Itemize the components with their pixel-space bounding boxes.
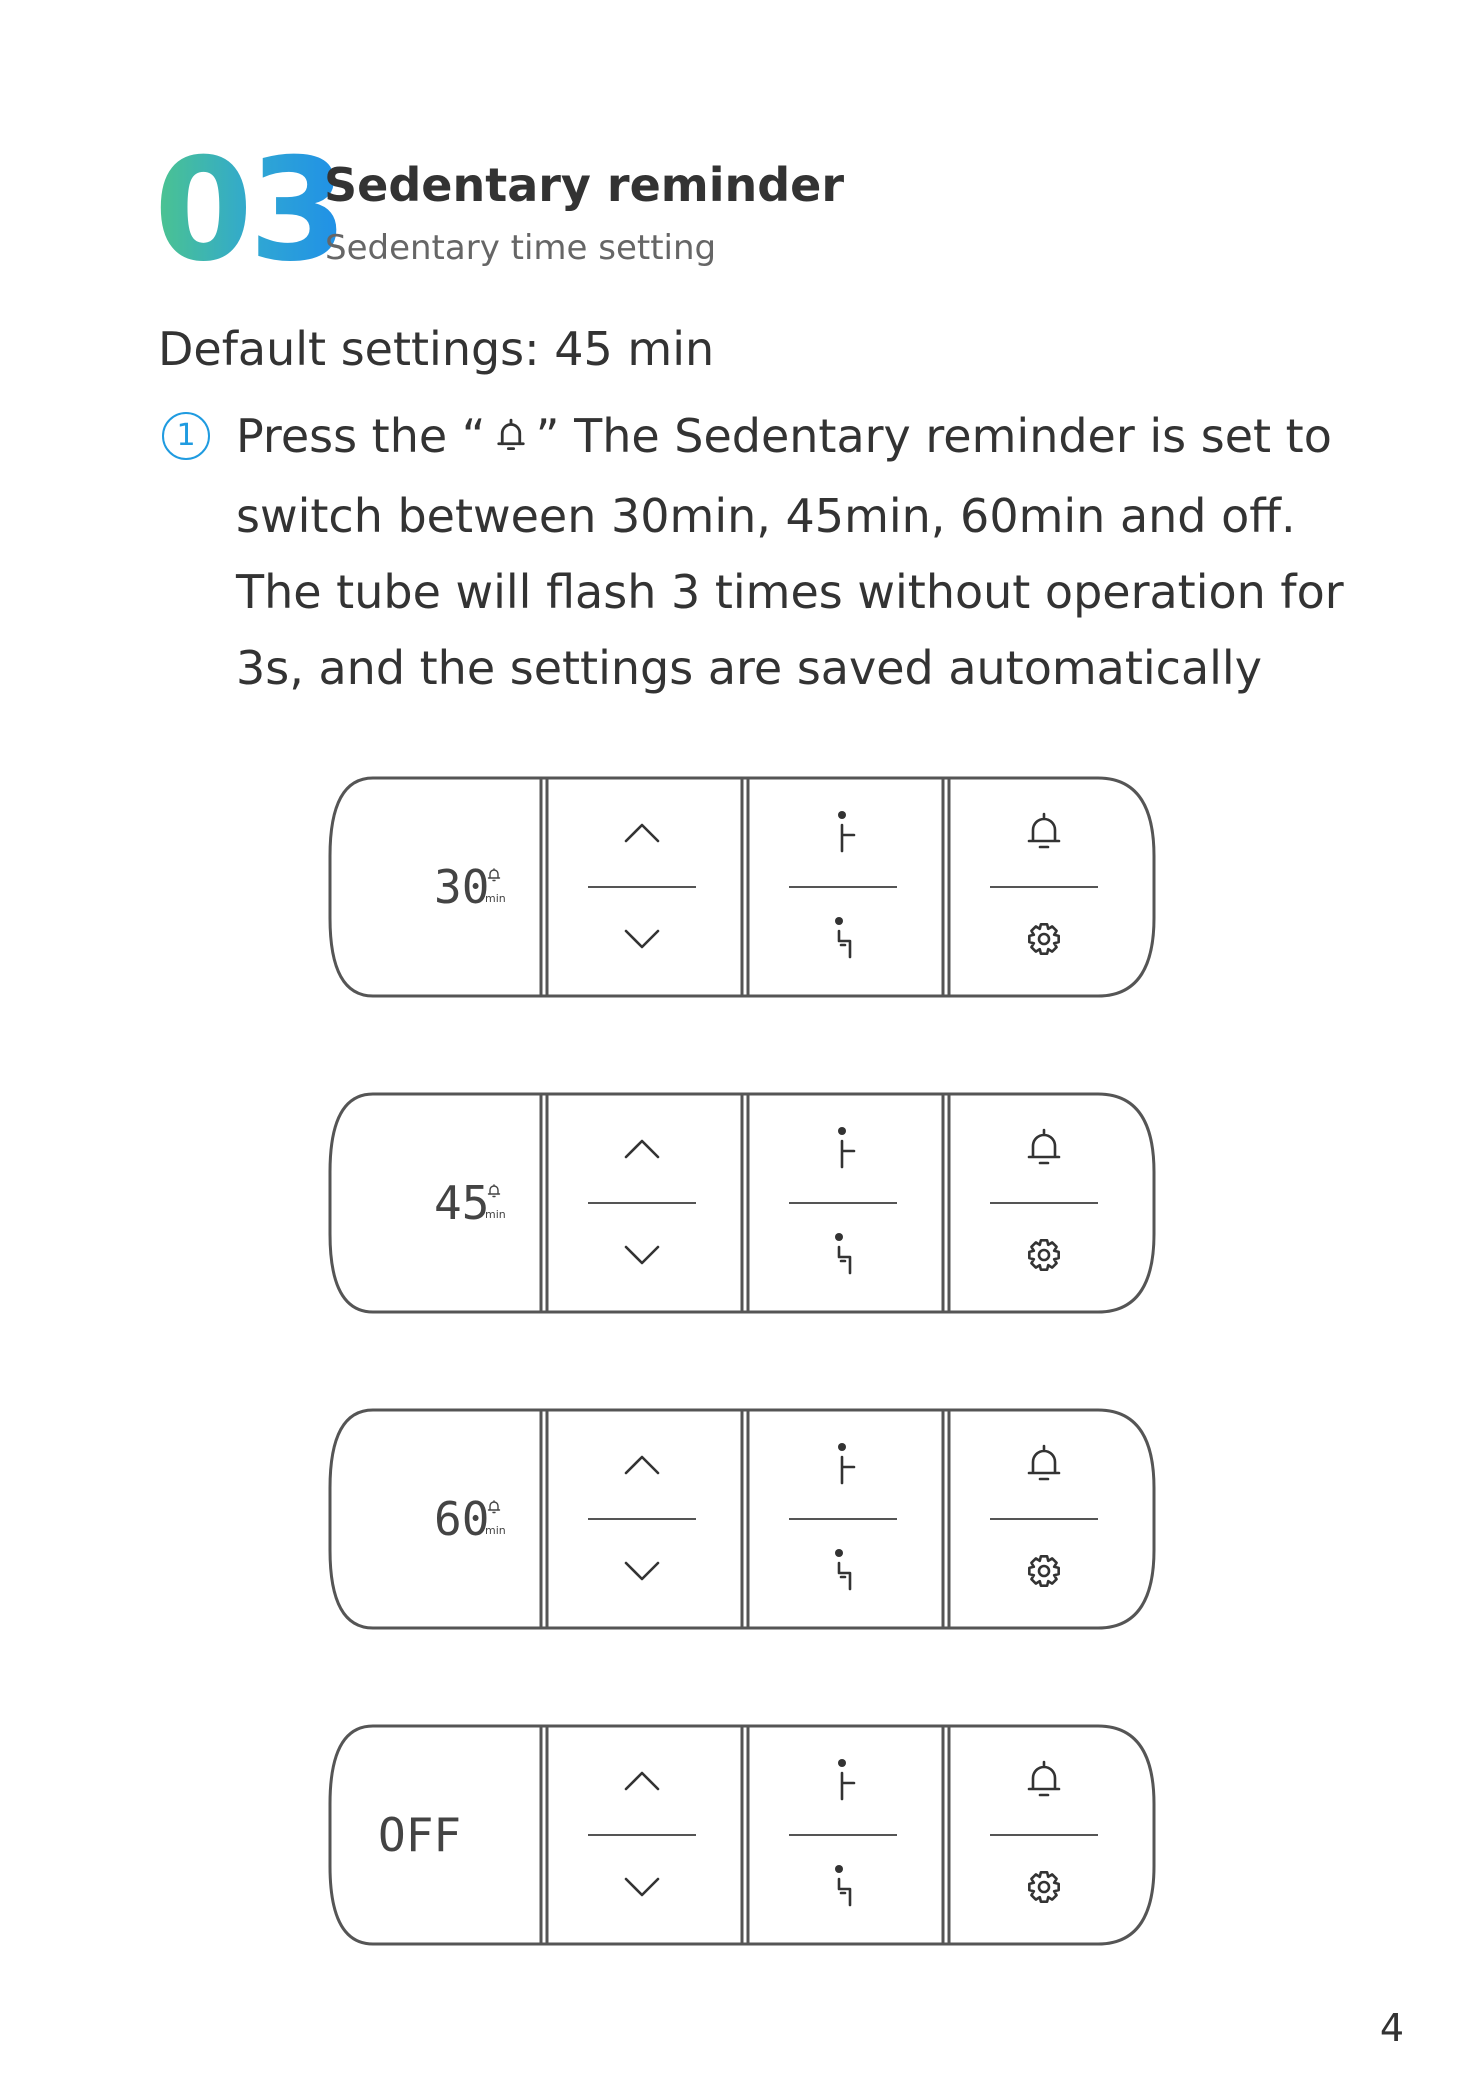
gear-icon[interactable] [1029,1556,1058,1585]
section-number: 03 [154,128,344,293]
sit-position-icon[interactable] [835,1233,850,1273]
step-line-1: Press the “ ” The Sedentary reminder is set to [236,398,1344,478]
display-bell-icon [489,869,500,881]
bell-icon [490,402,532,478]
stand-position-icon[interactable] [838,811,854,851]
display-value: OFF [378,1808,462,1862]
sit-position-icon[interactable] [835,1865,850,1905]
default-setting: Default settings: 45 min [158,322,715,376]
page-number: 4 [1379,2006,1404,2050]
display-unit: min [485,892,506,905]
section-title: Sedentary reminder [324,158,845,212]
control-panel [328,1092,1158,1314]
chevron-down-icon[interactable] [626,931,658,947]
sit-position-icon[interactable] [835,917,850,957]
gear-icon[interactable] [1029,1872,1058,1901]
stand-position-icon[interactable] [838,1759,854,1799]
display-value: 60 [434,1492,490,1546]
bell-icon[interactable] [1029,814,1059,847]
control-panel [328,776,1158,998]
step-line-3: The tube will flash 3 times without operation for [236,564,1344,619]
stand-position-icon[interactable] [838,1443,854,1483]
display-value: 30 [434,860,490,914]
step-marker: 1 [162,412,210,460]
stand-position-icon[interactable] [838,1127,854,1167]
chevron-down-icon[interactable] [626,1879,658,1895]
chevron-up-icon[interactable] [626,1141,658,1157]
bell-icon[interactable] [1029,1130,1059,1163]
display-bell-icon [489,1185,500,1197]
step-line-4: 3s, and the settings are saved automatically [236,640,1262,695]
section-subtitle: Sedentary time setting [325,228,717,268]
display-bell-icon [489,1501,500,1513]
gear-icon[interactable] [1029,924,1058,953]
display-unit: min [485,1524,506,1537]
display-unit: min [485,1208,506,1221]
gear-icon[interactable] [1029,1240,1058,1269]
bell-icon[interactable] [1029,1446,1059,1479]
display-value: 45 [434,1176,490,1230]
step-text [236,398,1344,706]
control-panel [328,1408,1158,1630]
chevron-up-icon[interactable] [626,1457,658,1473]
chevron-up-icon[interactable] [626,825,658,841]
step-line-2: switch between 30min, 45min, 60min and off. [236,488,1296,543]
chevron-up-icon[interactable] [626,1773,658,1789]
chevron-down-icon[interactable] [626,1563,658,1579]
chevron-down-icon[interactable] [626,1247,658,1263]
bell-icon[interactable] [1029,1762,1059,1795]
sit-position-icon[interactable] [835,1549,850,1589]
control-panel [328,1724,1158,1946]
